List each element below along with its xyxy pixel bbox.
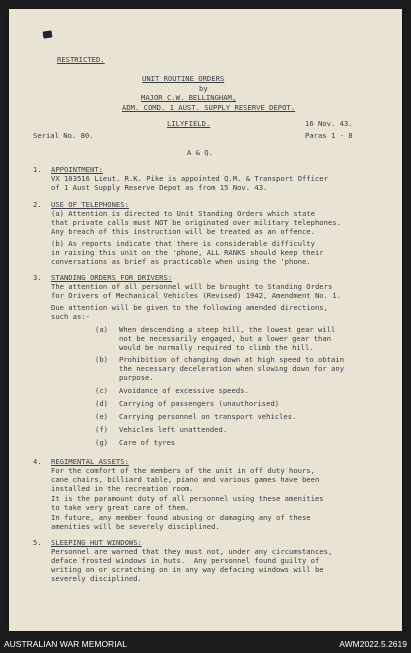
subitem-label: (b) bbox=[95, 355, 108, 364]
issue-date: 16 Nov. 43. bbox=[305, 119, 353, 128]
paras-range: Paras 1 - 8 bbox=[305, 131, 353, 140]
text-line: amenities will be severely disciplined. bbox=[51, 522, 220, 531]
text-line: Prohibition of changing down at high speed to obtain bbox=[119, 355, 345, 364]
text-line: Personnel are warned that they must not, under any circumstances, bbox=[51, 547, 333, 556]
text-line: deface frosted windows in huts. Any personnel found guilty of bbox=[51, 556, 320, 565]
text-line: conversations as brief as practicable when using the 'phone. bbox=[51, 257, 311, 266]
text-line: would be normally required to climb the hill. bbox=[119, 343, 314, 352]
subitem-label: (d) bbox=[95, 399, 108, 408]
text-line: not be necessarily engaged, but a lower gear than bbox=[119, 334, 332, 343]
text-line: VX 103516 Lieut. R.K. Pike is appointed Q.M. & Transport Officer bbox=[51, 174, 328, 183]
section-heading: A & Q. bbox=[187, 148, 213, 157]
subitem-label: (e) bbox=[95, 412, 108, 421]
officer-name: MAJOR C.W. BELLINGHAM, bbox=[141, 93, 237, 102]
text-line: installed in the recreation room. bbox=[51, 484, 194, 493]
location: LILYFIELD. bbox=[167, 119, 211, 128]
text-line: of 1 Aust Supply Reserve Depot as from 15 Nov. 43. bbox=[51, 183, 268, 192]
text-line: writing on or scratching on in any way defacing windows will be bbox=[51, 565, 324, 574]
serial-number: Serial No. 80. bbox=[33, 131, 94, 140]
text-line: The attention of all personnel will be brought to Standing Orders bbox=[51, 282, 333, 291]
item-heading-windows: SLEEPING HUT WINDOWS: bbox=[51, 538, 142, 547]
document-page bbox=[9, 9, 402, 631]
subitem-label: (f) bbox=[95, 425, 108, 434]
text-line: It is the paramount duty of all personnel using these amenities bbox=[51, 494, 324, 503]
text-line: For the comfort of the members of the unit in off duty hours, bbox=[51, 466, 315, 475]
item-number: 3. bbox=[33, 273, 42, 282]
text-line: Vehicles left unattended. bbox=[119, 425, 228, 434]
archive-footer bbox=[0, 636, 411, 653]
item-number: 4. bbox=[33, 457, 42, 466]
by-label: by bbox=[199, 84, 208, 93]
text-line: purpose. bbox=[119, 373, 154, 382]
text-line: cane chairs, billiard table, piano and various games have been bbox=[51, 475, 320, 484]
item-heading-assets: REGIMENTAL ASSETS: bbox=[51, 457, 129, 466]
restricted-label: RESTRICTED. bbox=[57, 55, 105, 64]
text-line: When descending a steep hill, the lowest gear will bbox=[119, 325, 336, 334]
text-line: Care of tyres bbox=[119, 438, 176, 447]
text-line: that private calls must NOT be originated over military telephones. bbox=[51, 218, 341, 227]
text-line: such as:- bbox=[51, 312, 90, 321]
text-line: (a) Attention is directed to Unit Standing Orders which state bbox=[51, 209, 315, 218]
item-heading-appointment: APPOINTMENT: bbox=[51, 165, 103, 174]
punch-hole-mark bbox=[43, 30, 53, 38]
subitem-label: (a) bbox=[95, 325, 108, 334]
item-heading-telephones: USE OF TELEPHONES: bbox=[51, 200, 129, 209]
text-line: Due attention will be given to the following amended directions, bbox=[51, 303, 328, 312]
text-line: Avoidance of excessive speeds. bbox=[119, 386, 249, 395]
text-line: in raising this unit on the 'phone, ALL RANKS should keep their bbox=[51, 248, 324, 257]
text-line: Any breach of this instruction will be treated as an offence. bbox=[51, 227, 315, 236]
text-line: the necessary deceleration when slowing down for any bbox=[119, 364, 345, 373]
text-line: In future, any member found abusing or damaging any of these bbox=[51, 513, 311, 522]
document-title: UNIT ROUTINE ORDERS bbox=[142, 74, 225, 83]
command-line: ADM. COMD. 1 AUST. SUPPLY RESERVE DEPOT. bbox=[122, 103, 296, 112]
text-line: Carrying of passengers (unauthorised) bbox=[119, 399, 280, 408]
text-line: for Drivers of Mechanical Vehicles (Revised) 1942, Amendment No. 1. bbox=[51, 291, 341, 300]
subitem-label: (c) bbox=[95, 386, 108, 395]
text-line: (b) As reports indicate that there is considerable difficulty bbox=[51, 239, 315, 248]
text-line: Carrying personnel on transport vehicles. bbox=[119, 412, 297, 421]
item-number: 2. bbox=[33, 200, 42, 209]
text-line: severely disciplined. bbox=[51, 574, 142, 583]
item-number: 5. bbox=[33, 538, 42, 547]
item-number: 1. bbox=[33, 165, 42, 174]
item-heading-drivers: STANDING ORDERS FOR DRIVERS: bbox=[51, 273, 173, 282]
text-line: to take very great care of them. bbox=[51, 503, 190, 512]
archive-name: AUSTRALIAN WAR MEMORIAL bbox=[4, 639, 127, 649]
subitem-label: (g) bbox=[95, 438, 108, 447]
accession-number: AWM2022.5.2619 bbox=[339, 639, 407, 649]
